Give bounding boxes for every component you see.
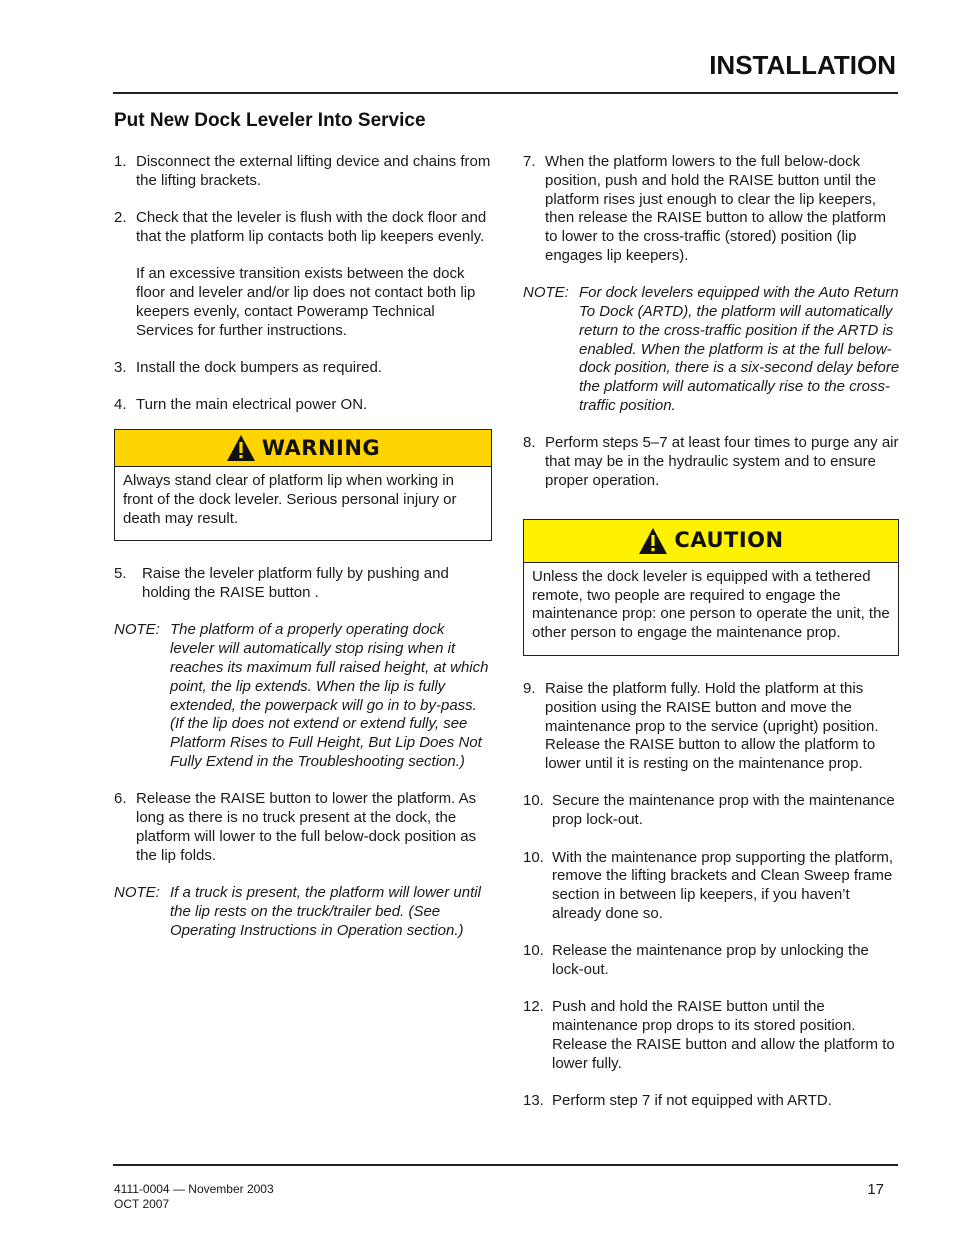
step-9 <box>523 680 901 774</box>
step-number: 6. <box>114 790 127 808</box>
warning-text: Always stand clear of platform lip when working in front of the dock leveler. Serious personal injury or death may result. <box>123 471 457 527</box>
step-text: Disconnect the external lifting device and chains from the lifting brackets. <box>136 153 491 189</box>
caution-box <box>523 519 899 656</box>
step-number: 3. <box>114 358 127 376</box>
step-text: Check that the leveler is flush with the dock floor and that the platform lip contacts both lip keepers evenly. <box>136 209 487 245</box>
page-header-title: INSTALLATION <box>709 50 896 80</box>
step-4 <box>114 396 492 415</box>
step-number: 9. <box>523 679 536 697</box>
step-number: 1. <box>114 153 127 170</box>
section-title: Put New Dock Leveler Into Service <box>114 110 426 131</box>
note-tag: NOTE: <box>114 884 160 902</box>
step-8 <box>523 434 901 490</box>
note-1 <box>114 621 492 771</box>
step-text: Secure the maintenance prop with the maintenance prop lock-out. <box>552 792 895 829</box>
step-13 <box>523 1092 901 1111</box>
step-number: 7. <box>523 153 536 170</box>
step-text: Release the RAISE button to lower the platform. As long as there is no truck present at the dock, the platform will lower to the full below-dock position as the lip folds. <box>136 790 477 864</box>
warning-box <box>114 429 492 541</box>
step-5 <box>114 565 492 603</box>
caution-label: CAUTION <box>674 528 784 553</box>
step-10c <box>523 942 901 980</box>
step-text: Raise the platform fully. Hold the platform at this position using the RAISE button and move the maintenance prop to the service (upright) position. Release the RAISE button to allow the platform to lower until it is resting on the maintenance prop. <box>545 679 879 773</box>
step-10a <box>523 792 901 830</box>
step-2 <box>114 209 492 247</box>
step-text: When the platform lowers to the full below-dock position, push and hold the RAISE button until the platform rises just enough to clear the lip keepers, then release the RAISE button to allow the platform to lower to the cross-traffic (stored) position (lip engages lip keepers). <box>545 153 887 264</box>
step-2-extra-paragraph: If an excessive transition exists between the dock floor and leveler and/or lip does not contact both lip keepers evenly, contact Poweramp Technical Services for further instructions. <box>136 265 476 339</box>
step-text: Turn the main electrical power ON. <box>136 396 368 414</box>
step-number: 5. <box>114 565 127 583</box>
step-text: Perform step 7 if not equipped with ARTD. <box>552 1091 832 1109</box>
footer-rule <box>113 1164 898 1166</box>
step-number: 4. <box>114 396 127 414</box>
caution-band <box>524 520 898 563</box>
warning-band <box>115 430 491 467</box>
step-3 <box>114 359 492 378</box>
step-text: Install the dock bumpers as required. <box>136 358 382 376</box>
step-1 <box>114 153 492 191</box>
left-column <box>114 153 492 940</box>
note-text: If a truck is present, the platform will lower until the lip rests on the truck/trailer bed. (See Operating Instructions in Operation section.) <box>170 884 481 939</box>
footer-doc-number: 4111-0004 — November 2003 <box>114 1182 274 1196</box>
step-text: Push and hold the RAISE button until the maintenance prop drops to its stored position. Release the RAISE button and allow the platform to lower fully. <box>552 998 895 1072</box>
step-number: 10. <box>523 942 544 960</box>
footer-revision: OCT 2007 <box>114 1197 170 1211</box>
warning-label: WARNING <box>261 435 381 460</box>
step-10b <box>523 849 901 924</box>
caution-text: Unless the dock leveler is equipped with a tethered remote, two people are required to engage the maintenance prop: one person to operate the unit, the other person to engage the maintenance prop. <box>532 567 890 642</box>
step-number: 2. <box>114 209 127 227</box>
step-text: Perform steps 5–7 at least four times to purge any air that may be in the hydraulic system and to ensure proper operation. <box>545 434 899 489</box>
warning-triangle-icon <box>226 434 256 462</box>
step-text: Release the maintenance prop by unlocking the lock-out. <box>552 942 869 978</box>
right-column <box>523 153 901 1111</box>
step-12 <box>523 998 901 1073</box>
step-number: 10. <box>523 848 544 866</box>
header-rule <box>113 92 898 94</box>
page-number: 17 <box>867 1181 884 1198</box>
step-number: 12. <box>523 998 544 1016</box>
note-3 <box>523 284 901 416</box>
footer-doc-info <box>114 1182 274 1212</box>
note-text: For dock levelers equipped with the Auto Return To Dock (ARTD), the platform will automatically return to the cross-traffic position if the ARTD is enabled. When the platform is at the full below-dock position, there is a six-second delay before the platform will automatically rise to the cross-traffic position. <box>579 284 900 415</box>
note-text: The platform of a properly operating dock leveler will automatically stop rising when it reaches its maximum full raised height, at which point, the lip extends. When the lip is fully extended, the powerpack will go in to by-pass. (If the lip does not extend or extend fully, see Platform Rises to Full Height, But Lip Does Not Fully Extend in the Troubleshooting section.) <box>170 621 489 771</box>
note-tag: NOTE: <box>523 284 569 302</box>
caution-triangle-icon <box>638 527 668 555</box>
note-2 <box>114 884 492 940</box>
note-tag: NOTE: <box>114 621 160 639</box>
step-number: 13. <box>523 1091 544 1109</box>
step-6 <box>114 790 492 865</box>
step-number: 8. <box>523 434 536 452</box>
step-text: Raise the leveler platform fully by pushing and holding the RAISE button . <box>142 565 449 602</box>
step-7 <box>523 153 901 266</box>
step-number: 10. <box>523 792 544 810</box>
step-text: With the maintenance prop supporting the platform, remove the lifting brackets and Clean Sweep frame section in between lip keepers, if you haven’t already done so. <box>552 848 894 922</box>
